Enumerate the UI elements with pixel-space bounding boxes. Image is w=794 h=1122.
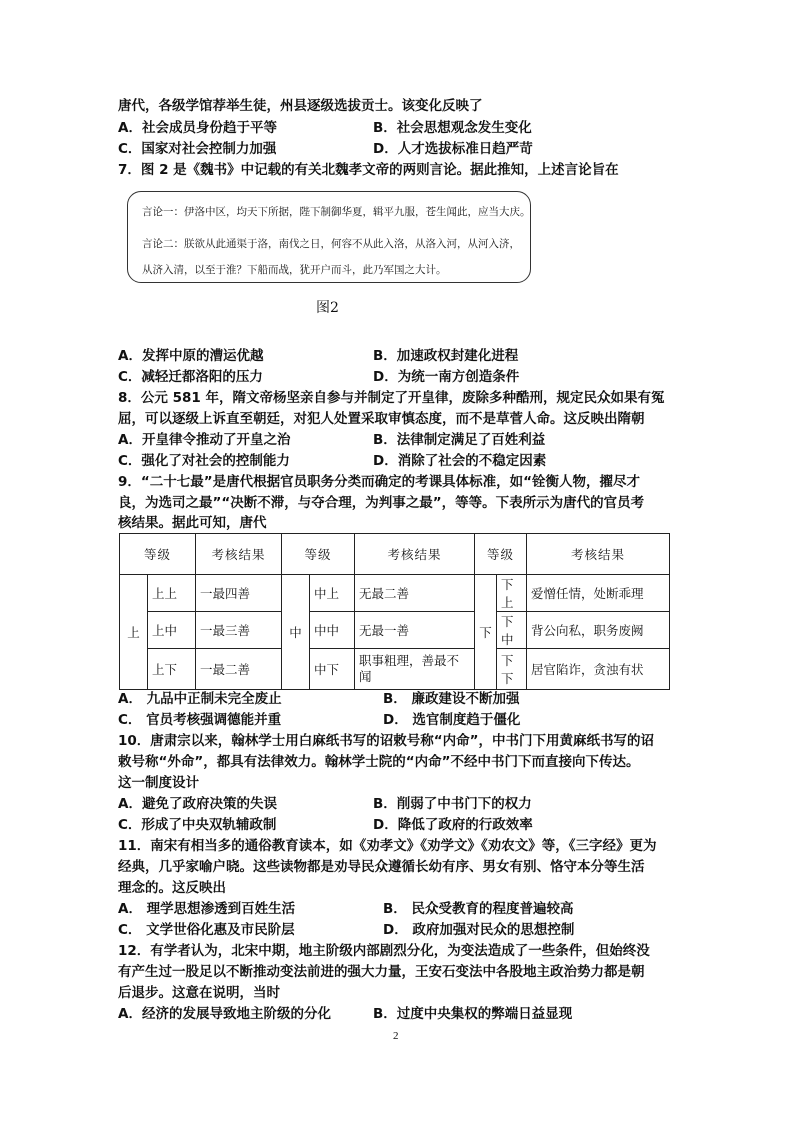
q9-line-2: 良，为选司之最”“决断不滞，与夺合理，为判事之最”，等等。下表所示为唐代的官员考	[118, 495, 645, 511]
q12-line-3: 后退步。这意在说明，当时	[118, 985, 280, 1001]
q10-option-d: D．降低了政府的行政效率	[373, 817, 533, 833]
q11-option-c: C． 文学世俗化惠及市民阶层	[118, 922, 295, 938]
q10-line-2: 敕号称“外命”，都具有法律效力。翰林学士院的“内命”不经中书门下而直接向下传达。	[118, 754, 640, 770]
q9-line-1: 9．“二十七最”是唐代根据官员职务分类而确定的考课具体标准，如“铨衡人物，擢尽才	[118, 474, 641, 490]
q6-option-a: A．社会成员身份趋于平等	[118, 120, 277, 136]
table-row	[120, 649, 670, 690]
q9-option-c: C． 官员考核强调德能并重	[118, 712, 282, 728]
q6-stem: 唐代，各级学馆荐举生徒，州县逐级选拔贡士。该变化反映了	[118, 98, 483, 114]
table-cell: 中中	[310, 612, 355, 649]
table-header-row	[120, 534, 670, 575]
q7-stem: 7．图 2 是《魏书》中记载的有关北魏孝文帝的两则言论。据此推知，上述言论旨在	[118, 162, 619, 178]
table-row	[120, 612, 670, 649]
q7-option-c: C．减轻迁都洛阳的压力	[118, 369, 263, 385]
q8-option-c: C．强化了对社会的控制能力	[118, 453, 290, 469]
q8-option-a: A．开皇律令推动了开皇之治	[118, 432, 291, 448]
q6-option-b: B．社会思想观念发生变化	[373, 120, 532, 136]
q7-option-a: A．发挥中原的漕运优越	[118, 348, 264, 364]
q10-line-3: 这一制度设计	[118, 775, 199, 791]
q12-line-2: 有产生过一股足以不断推动变法前进的强大力量，王安石变法中各股地主政治势力都是朝	[118, 964, 645, 980]
q10-line-1: 10．唐肃宗以来，翰林学士用白麻纸书写的诏敕号称“内命”，中书门下用黄麻纸书写的诏	[118, 733, 655, 749]
q11-option-b: B． 民众受教育的程度普遍较高	[383, 901, 574, 917]
q12-line-1: 12．有学者认为，北宋中期，地主阶级内部剧烈分化，为变法造成了一些条件，但始终没	[118, 943, 650, 959]
page-number: 2	[393, 1030, 399, 1042]
table-cell: 无最一善	[355, 612, 475, 649]
table-cell: 一最四善	[196, 575, 282, 612]
q6-option-c: C．国家对社会控制力加强	[118, 141, 277, 157]
table-cell: 居官陷诈，贪浊有状	[527, 649, 670, 690]
q12-option-b: B．过度中央集权的弊端日益显现	[373, 1006, 573, 1022]
table-cell: 下上	[497, 575, 527, 612]
table-header: 等级	[475, 534, 527, 575]
table-cell: 一最二善	[196, 649, 282, 690]
q11-option-d: D． 政府加强对民众的思想控制	[383, 922, 575, 938]
q11-option-a: A． 理学思想渗透到百姓生活	[118, 901, 296, 917]
table-cell: 下中	[497, 612, 527, 649]
group-cell: 下	[475, 575, 497, 690]
q11-line-2: 经典，几乎家喻户晓。这些读物都是劝导民众遵循长幼有序、男女有别、恪守本分等生活	[118, 859, 645, 875]
table-header: 等级	[120, 534, 196, 575]
group-cell: 上	[120, 575, 148, 690]
table-row	[120, 575, 670, 612]
q10-option-a: A．避免了政府决策的失误	[118, 796, 277, 812]
quote-box	[127, 191, 531, 283]
q12-option-a: A．经济的发展导致地主阶级的分化	[118, 1006, 331, 1022]
assessment-table	[119, 533, 670, 690]
q9-line-3: 核结果。据此可知，唐代	[118, 515, 267, 531]
q10-option-c: C．形成了中央双轨辅政制	[118, 817, 277, 833]
q9-option-a: A． 九品中正制未完全废止	[118, 691, 282, 707]
table-cell: 一最三善	[196, 612, 282, 649]
table-header: 考核结果	[196, 534, 282, 575]
q8-option-b: B．法律制定满足了百姓利益	[373, 432, 546, 448]
quote-2a: 言论二：朕欲从此通渠于洛，南伐之日，何容不从此入洛，从洛入河，从河入济，	[142, 238, 520, 250]
group-cell: 中	[282, 575, 310, 690]
q11-line-3: 理念的。这反映出	[118, 880, 226, 896]
q9-option-d: D． 选官制度趋于僵化	[383, 712, 521, 728]
q6-option-d: D．人才选拔标准日趋严苛	[373, 141, 533, 157]
q9-option-b: B． 廉政建设不断加强	[383, 691, 520, 707]
table-cell: 下下	[497, 649, 527, 690]
table-cell: 背公向私，职务废阙	[527, 612, 670, 649]
q8-line-2: 屈，可以逐级上诉直至朝廷，对犯人处置采取审慎态度，而不是草菅人命。这反映出隋朝	[118, 411, 645, 427]
table-cell: 无最二善	[355, 575, 475, 612]
table-cell: 中上	[310, 575, 355, 612]
q7-option-d: D．为统一南方创造条件	[373, 369, 520, 385]
quote-1: 言论一：伊洛中区，均天下所据，陛下制御华夏，辑平九服，苍生闻此，应当大庆。	[142, 206, 531, 218]
q8-line-1: 8．公元 581 年，隋文帝杨坚亲自参与并制定了开皇律，废除多种酷刑，规定民众如果有冤	[118, 390, 665, 406]
q11-line-1: 11．南宋有相当多的通俗教育读本，如《劝孝文》《劝学文》《劝农文》等，《三字经》更为	[118, 838, 657, 854]
table-cell: 职事粗理，善最不闻	[355, 649, 475, 690]
table-header: 考核结果	[355, 534, 475, 575]
table-header: 考核结果	[527, 534, 670, 575]
table-cell: 爱憎任情，处断乖理	[527, 575, 670, 612]
table-header: 等级	[282, 534, 355, 575]
table-cell: 上下	[148, 649, 196, 690]
quote-2b: 从济入清，以至于淮？下船而战，犹开户而斗，此乃军国之大计。	[142, 264, 447, 276]
q10-option-b: B．削弱了中书门下的权力	[373, 796, 532, 812]
q7-option-b: B．加速政权封建化进程	[373, 348, 519, 364]
figure-label: 图2	[316, 300, 339, 316]
table-cell: 上上	[148, 575, 196, 612]
table-cell: 中下	[310, 649, 355, 690]
table-cell: 上中	[148, 612, 196, 649]
q8-option-d: D．消除了社会的不稳定因素	[373, 453, 547, 469]
